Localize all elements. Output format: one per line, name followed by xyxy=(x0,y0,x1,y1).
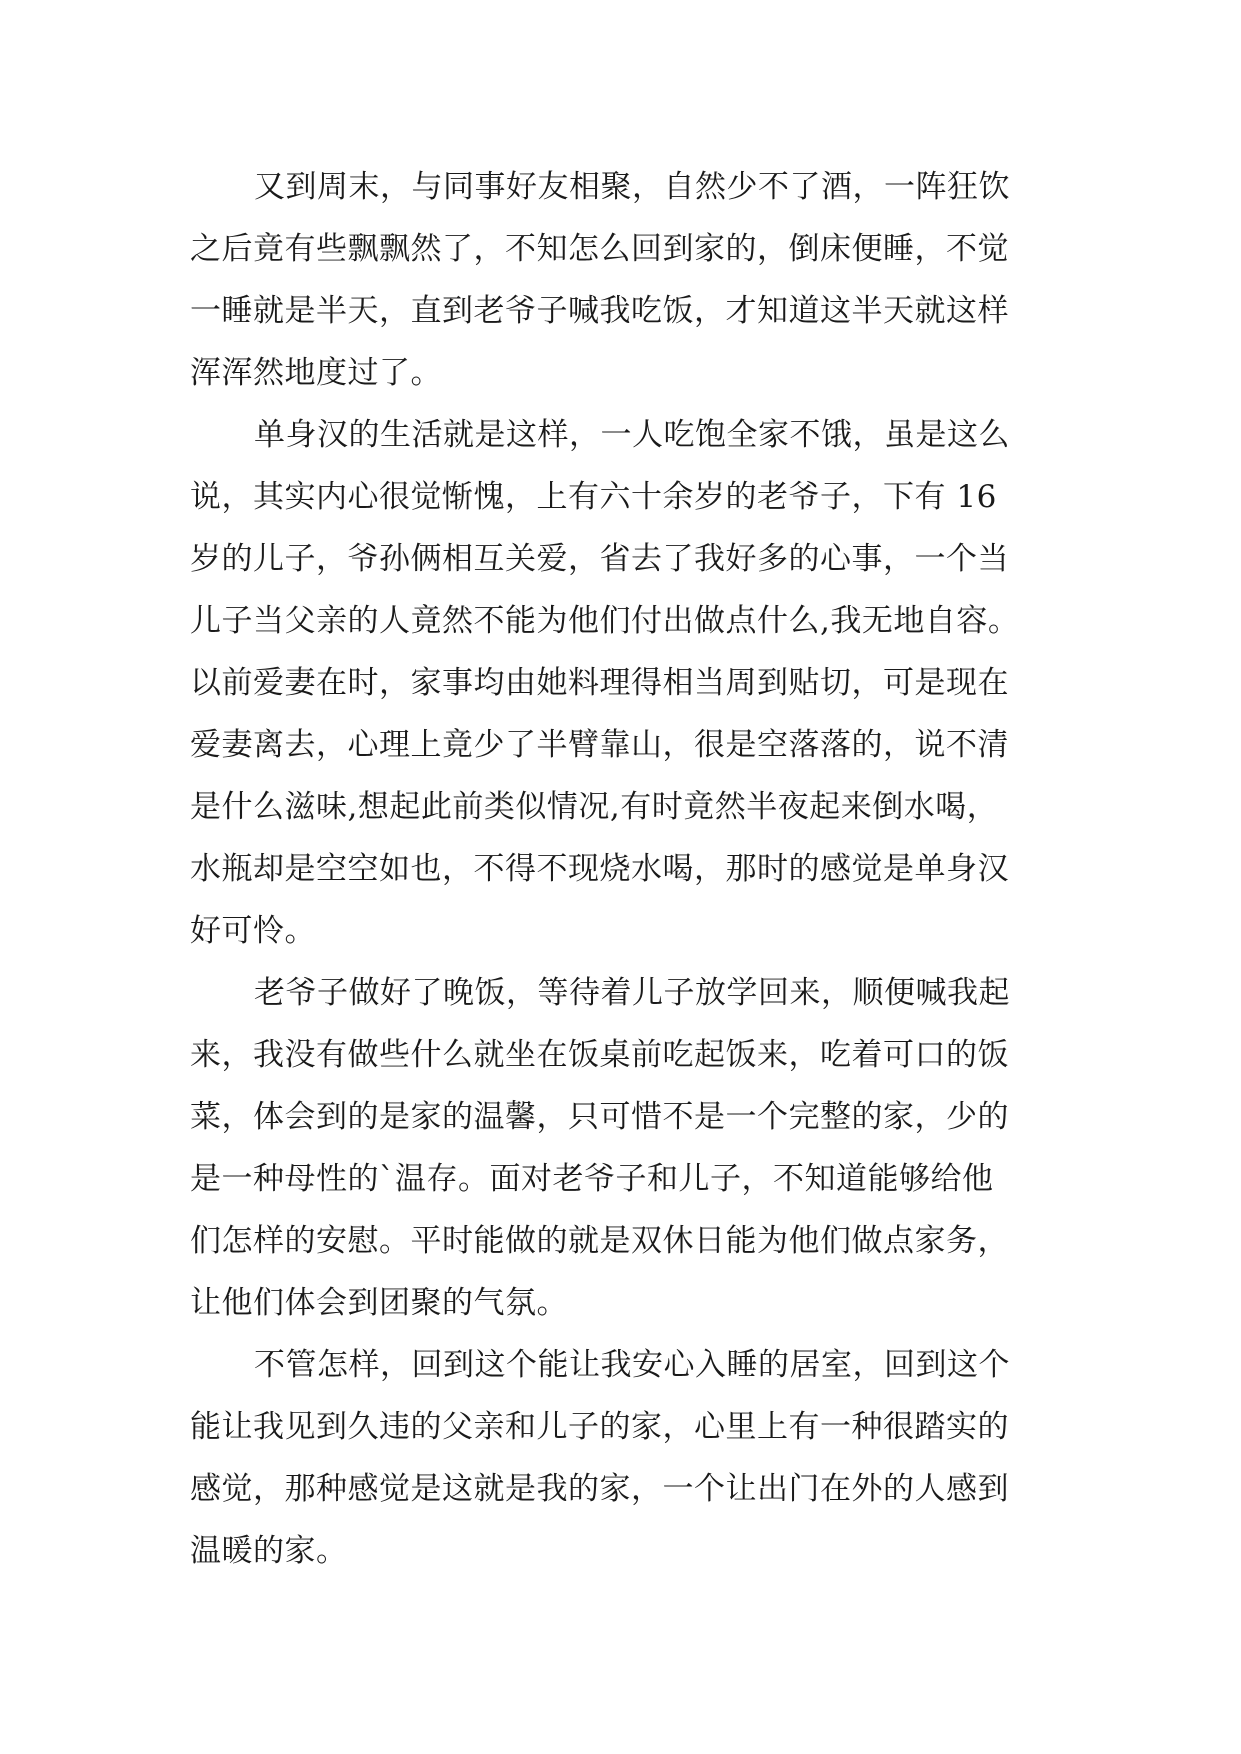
paragraph-2 xyxy=(190,404,1060,962)
text-line: 是一种母性的`温存。面对老爷子和儿子，不知道能够给他 xyxy=(190,1161,994,1197)
text-line: 爱妻离去，心理上竟少了半臂靠山，很是空落落的，说不清 xyxy=(190,727,1009,763)
paragraph-1 xyxy=(190,156,1060,404)
text-line: 浑浑然地度过了。 xyxy=(190,355,442,391)
text-line: 能让我见到久违的父亲和儿子的家，心里上有一种很踏实的 xyxy=(190,1409,1009,1445)
text-line: 来，我没有做些什么就坐在饭桌前吃起饭来，吃着可口的饭 xyxy=(190,1037,1009,1073)
text-line: 感觉，那种感觉是这就是我的家，一个让出门在外的人感到 xyxy=(190,1471,1009,1507)
text-line: 儿子当父亲的人竟然不能为他们付出做点什么,我无地自容。 xyxy=(190,603,1020,639)
paragraph-3 xyxy=(190,962,1060,1334)
paragraph-4 xyxy=(190,1334,1060,1582)
text-line: 不管怎样，回到这个能让我安心入睡的居室，回到这个 xyxy=(254,1347,1010,1383)
text-line: 们怎样的安慰。平时能做的就是双休日能为他们做点家务， xyxy=(190,1223,1009,1259)
text-line: 是什么滋味,想起此前类似情况,有时竟然半夜起来倒水喝， xyxy=(190,789,999,825)
text-line: 单身汉的生活就是这样，一人吃饱全家不饿，虽是这么 xyxy=(254,417,1010,453)
text-line: 菜，体会到的是家的温馨，只可惜不是一个完整的家，少的 xyxy=(190,1099,1009,1135)
text-line: 好可怜。 xyxy=(190,913,316,949)
text-line: 说，其实内心很觉惭愧，上有六十余岁的老爷子，下有 16 xyxy=(190,479,997,515)
text-line: 水瓶却是空空如也，不得不现烧水喝，那时的感觉是单身汉 xyxy=(190,851,1009,887)
text-line: 让他们体会到团聚的气氛。 xyxy=(190,1285,568,1321)
text-line: 老爷子做好了晚饭，等待着儿子放学回来，顺便喊我起 xyxy=(254,975,1010,1011)
text-line: 一睡就是半天，直到老爷子喊我吃饭，才知道这半天就这样 xyxy=(190,293,1009,329)
text-line: 温暖的家。 xyxy=(190,1533,348,1569)
text-line: 以前爱妻在时，家事均由她料理得相当周到贴切，可是现在 xyxy=(190,665,1009,701)
document-body xyxy=(190,156,1060,1582)
text-line: 之后竟有些飘飘然了，不知怎么回到家的，倒床便睡，不觉 xyxy=(190,231,1009,267)
text-line: 又到周末，与同事好友相聚，自然少不了酒，一阵狂饮 xyxy=(254,169,1010,205)
text-line: 岁的儿子，爷孙俩相互关爱，省去了我好多的心事，一个当 xyxy=(190,541,1009,577)
